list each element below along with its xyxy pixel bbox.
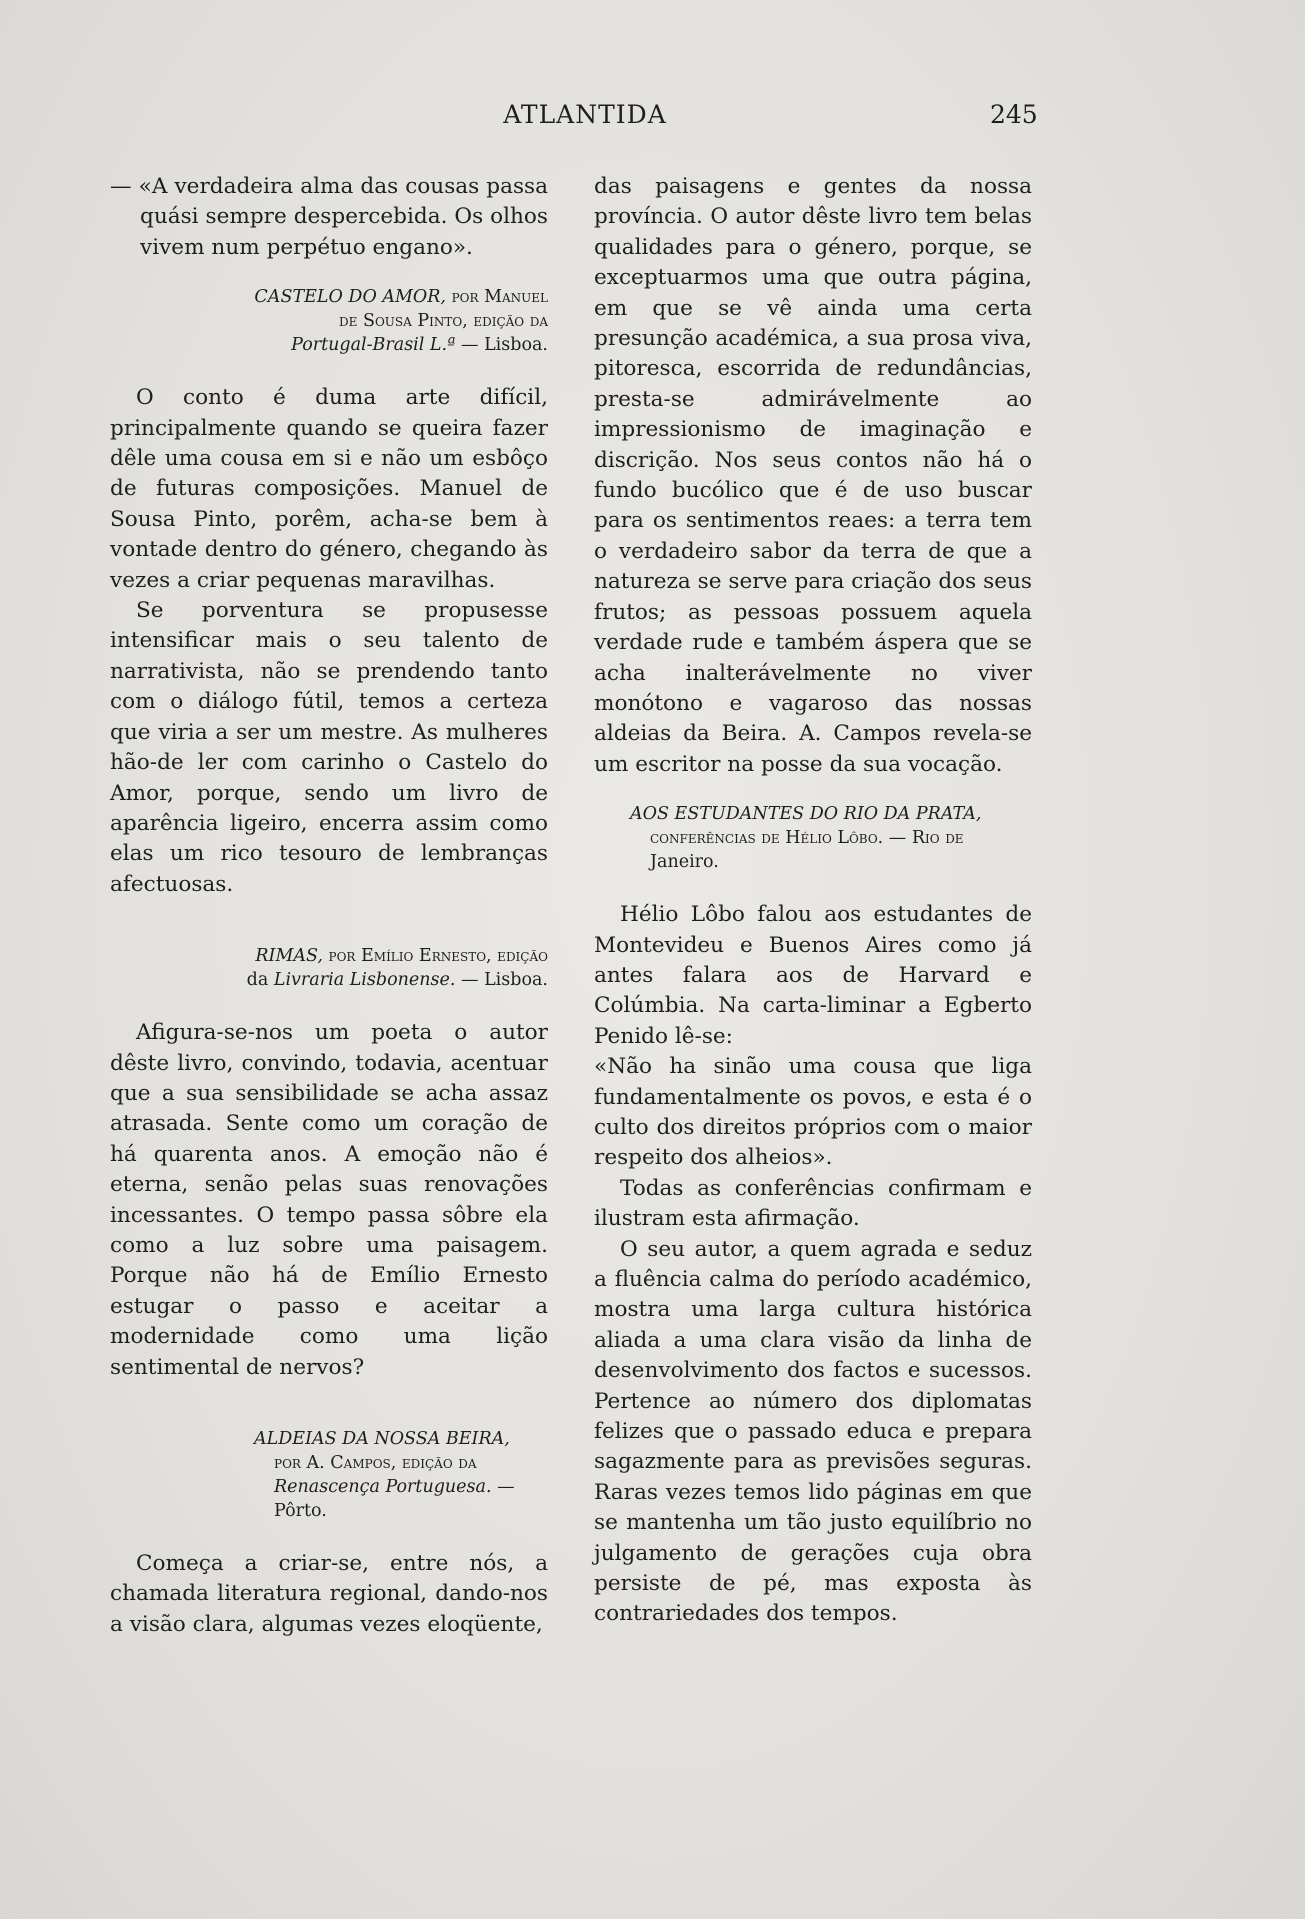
review-place: — Lisboa.: [455, 970, 548, 991]
review-title: CASTELO DO AMOR,: [254, 287, 446, 308]
review-imprint: da: [246, 970, 274, 991]
review-publisher: Portugal-Brasil L.ª: [291, 335, 456, 356]
review-title: ALDEIAS DA NOSSA BEIRA,: [254, 1429, 510, 1449]
review-place: Pôrto.: [274, 1501, 327, 1521]
review-author: por Manuel: [446, 287, 548, 308]
review-publisher: Renascença Portuguesa.: [274, 1477, 492, 1497]
paragraph: Afigura-se-nos um poeta o autor dêste livro, convindo, todavia, acentuar que a sua sensibilidade se acha assaz atrasada. Sente como um coração de há quarenta anos. A emoção não é eterna, senão pelas suas renovações incessantes. O tempo passa sôbre ela como a luz sobre uma paisagem. Porque não há de Emílio Ernesto estugar o passo e aceitar a modernidade como uma lição sentimental de nervos?: [110, 1020, 548, 1380]
paragraph: Todas as conferências confirmam e ilustram esta afirmação.: [594, 1175, 1032, 1232]
paragraph: Hélio Lôbo falou aos estudantes de Montevideu e Buenos Aires como já antes falara aos de Harvard e Colúmbia. Na carta-liminar a Egberto Penido lê-se:: [594, 902, 1032, 1049]
paragraph: «Não ha sinão uma cousa que liga fundamentalmente os povos, e esta é o culto dos direitos próprios com o maior respeito dos alheios».: [594, 1054, 1032, 1171]
review-heading-castelo: [110, 285, 548, 357]
paragraph: das paisagens e gentes da nossa província. O autor dêste livro tem belas qualidades para o género, porque, se exceptuarmos uma que outra página, em que se vê ainda uma certa presunção académica, a sua prosa viva, pitoresca, escorrida de redundâncias, presta-se admirávelmente ao impressionismo de imaginação e discrição. Nos seus contos não há o fundo bucólico que é de uso buscar para os sentimentos reaes: a terra tem o verdadeiro sabor da terra de que a natureza se serve para criação dos seus frutos; as pessoas possuem aquela verdade rude e também áspera que se acha inalterávelmente no viver monótono e vagaroso das nossas aldeias da Beira. A. Campos revela-se um escritor na posse da sua vocação.: [594, 174, 1032, 777]
running-title: ATLANTIDA: [503, 100, 667, 129]
review-author: por A. Campos, edição da: [274, 1453, 477, 1473]
paragraph: Se porventura se propusesse intensificar mais o seu talento de narrativista, não se prendendo tanto com o diálogo fútil, temos a certeza que viria a ser um mestre. As mulheres hão-de ler com carinho o Castelo do Amor, porque, sendo um livro de aparência ligeiro, encerra assim como elas um rico tesouro de lembranças afectuosas.: [110, 598, 548, 897]
review-heading-rimas: [110, 944, 548, 992]
quote-end: — «A verdadeira alma das cousas passa quási sempre despercebida. Os olhos vivem num perpétuo engano».: [110, 174, 548, 260]
paragraph: Começa a criar-se, entre nós, a chamada literatura regional, dando-nos a visão clara, algumas vezes eloqüente,: [110, 1551, 548, 1637]
review-imprint: de Sousa Pinto, edição da: [339, 311, 548, 332]
right-column: [594, 172, 1032, 1630]
review-author: por Emílio Ernesto, edição: [322, 946, 548, 967]
review-publisher: Livraria Lisbonense.: [273, 970, 456, 991]
review-title: RIMAS,: [255, 946, 323, 967]
review-heading-estudantes: [594, 802, 1032, 874]
running-head: [0, 100, 1305, 140]
left-column: [110, 172, 548, 1640]
paragraph: O seu autor, a quem agrada e seduz a fluência calma do período académico, mostra uma larga cultura histórica aliada a uma clara visão da linha de desenvolvimento dos factos e sucessos. Pertence ao número dos diplomatas felizes que o passado educa e prepara sagazmente para as previsões seguras. Raras vezes temos lido páginas em que se mantenha um tão justo equilíbrio no julgamento de gerações cuja obra persiste de pé, mas exposta às contrariedades dos tempos.: [594, 1236, 1032, 1627]
review-place: Janeiro.: [650, 852, 719, 873]
review-place: — Lisboa.: [455, 335, 548, 356]
review-dash: —: [491, 1477, 515, 1497]
review-title: AOS ESTUDANTES DO RIO DA PRATA,: [630, 804, 982, 825]
review-heading-aldeias: [110, 1427, 548, 1523]
paragraph: O conto é duma arte difícil, principalmente quando se queira fazer dêle uma cousa em si e não um esbôço de futuras composições. Manuel de Sousa Pinto, porêm, acha-se bem à vontade dentro do género, chegando às vezes a criar pequenas maravilhas.: [110, 385, 548, 593]
page-number: 245: [990, 100, 1038, 129]
review-author: conferências de Hélio Lôbo. — Rio de: [650, 828, 964, 849]
